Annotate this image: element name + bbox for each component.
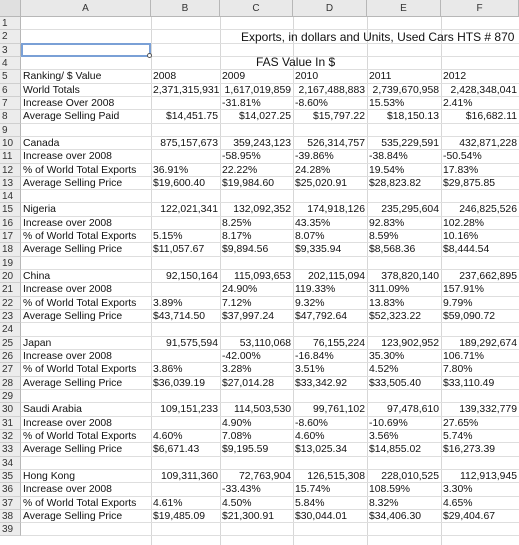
row-header[interactable]: 1 [0, 17, 21, 30]
data-cell[interactable]: -42.00% [222, 351, 261, 362]
data-cell[interactable]: $14,451.75 [165, 111, 218, 123]
data-cell[interactable] [153, 350, 218, 363]
data-cell[interactable]: 432,871,228 [459, 137, 517, 149]
data-cell[interactable]: $8,568.36 [369, 244, 416, 256]
row-label[interactable]: % of World Total Exports [23, 430, 137, 442]
row-header[interactable]: 39 [0, 523, 21, 536]
row-header[interactable]: 24 [0, 323, 21, 336]
data-cell[interactable]: 92,150,164 [165, 271, 218, 283]
row-header[interactable]: 8 [0, 110, 21, 123]
data-cell[interactable]: 108.59% [369, 484, 411, 496]
year-header[interactable]: 2009 [222, 71, 246, 83]
data-cell[interactable]: $14,855.02 [369, 444, 422, 456]
row-header[interactable]: 19 [0, 257, 21, 270]
data-cell[interactable]: 24.90% [222, 284, 258, 296]
data-cell[interactable]: $19,485.09 [153, 510, 206, 522]
data-cell[interactable]: 526,314,757 [307, 137, 365, 149]
row-header[interactable]: 18 [0, 243, 21, 256]
row-label[interactable]: Increase over 2008 [23, 284, 112, 296]
data-cell[interactable] [153, 483, 218, 496]
data-cell[interactable]: $9,335.94 [295, 244, 342, 256]
data-cell[interactable]: 43.35% [295, 217, 331, 229]
data-cell[interactable]: -31.81% [222, 97, 261, 109]
country-name[interactable]: Hong Kong [23, 470, 75, 482]
data-cell[interactable]: $33,505.40 [369, 377, 422, 389]
row-label[interactable]: Average Selling Price [23, 377, 123, 389]
data-cell[interactable]: 36.91% [153, 164, 189, 176]
data-cell[interactable]: 4.50% [222, 497, 252, 509]
row-header[interactable]: 3 [0, 44, 21, 57]
data-cell[interactable]: 1,617,019,859 [224, 84, 291, 96]
data-cell[interactable]: 126,515,308 [307, 470, 365, 482]
row-header[interactable]: 29 [0, 390, 21, 403]
data-cell[interactable]: $33,110.49 [443, 377, 495, 389]
row-header[interactable]: 35 [0, 470, 21, 483]
data-cell[interactable]: 2,371,315,931 [153, 84, 220, 96]
data-cell[interactable]: 19.54% [369, 164, 405, 176]
data-cell[interactable]: $19,984.60 [222, 177, 275, 189]
country-name[interactable]: Japan [23, 337, 52, 349]
data-cell[interactable]: 17.83% [443, 164, 479, 176]
row-header[interactable]: 20 [0, 270, 21, 283]
data-cell[interactable]: $13,025.34 [295, 444, 348, 456]
row-header[interactable]: 26 [0, 350, 21, 363]
row-header[interactable]: 5 [0, 70, 21, 83]
row-label[interactable]: Increase over 2008 [23, 417, 112, 429]
row-header[interactable]: 17 [0, 230, 21, 243]
data-cell[interactable]: -50.54% [443, 151, 482, 163]
data-cell[interactable]: 114,503,530 [233, 404, 291, 416]
data-cell[interactable]: 97,478,610 [386, 404, 439, 416]
data-cell[interactable]: 5.15% [153, 231, 183, 243]
data-cell[interactable] [153, 283, 218, 296]
data-cell[interactable]: 8.59% [369, 231, 399, 243]
row-header[interactable]: 9 [0, 124, 21, 137]
column-header[interactable]: C [220, 0, 293, 17]
data-cell[interactable]: $34,406.30 [369, 510, 422, 522]
data-cell[interactable]: $16,273.39 [443, 444, 496, 456]
data-cell[interactable]: 109,151,233 [160, 404, 218, 416]
row-header[interactable]: 36 [0, 483, 21, 496]
select-all-corner[interactable] [0, 0, 21, 17]
data-cell[interactable]: 119.33% [295, 284, 336, 296]
row-label[interactable]: Average Selling Paid [23, 111, 120, 123]
data-cell[interactable]: 3.28% [222, 364, 252, 376]
data-cell[interactable]: -58.95% [222, 151, 261, 163]
row-header[interactable]: 28 [0, 377, 21, 390]
country-name[interactable]: Saudi Arabia [23, 404, 82, 416]
data-cell[interactable]: 102.28% [443, 217, 485, 229]
data-cell[interactable]: $9,195.59 [222, 444, 269, 456]
data-cell[interactable]: $16,682.11 [465, 111, 517, 123]
country-name[interactable]: Canada [23, 137, 60, 149]
row-header[interactable]: 38 [0, 510, 21, 523]
row-header[interactable]: 14 [0, 190, 21, 203]
data-cell[interactable]: 311.09% [369, 284, 410, 296]
row-label[interactable]: World Totals [23, 84, 80, 96]
data-cell[interactable]: 76,155,224 [312, 337, 365, 349]
row-header[interactable]: 37 [0, 497, 21, 510]
row-header[interactable]: 13 [0, 177, 21, 190]
ranking-label[interactable]: Ranking/ $ Value [23, 71, 102, 83]
data-cell[interactable]: $37,997.24 [222, 311, 275, 323]
data-cell[interactable]: 378,820,140 [381, 271, 439, 283]
year-header[interactable]: 2012 [443, 71, 467, 83]
row-label[interactable]: Average Selling Price [23, 177, 123, 189]
data-cell[interactable]: 9.32% [295, 297, 325, 309]
row-header[interactable]: 34 [0, 457, 21, 470]
row-header[interactable]: 23 [0, 310, 21, 323]
data-cell[interactable]: $14,027.25 [238, 111, 291, 123]
selected-cell-outline[interactable] [21, 43, 151, 57]
data-cell[interactable]: 3.51% [295, 364, 325, 376]
data-cell[interactable]: 112,913,945 [459, 470, 517, 482]
data-cell[interactable]: 91,575,594 [165, 337, 218, 349]
data-cell[interactable]: 237,662,895 [459, 271, 517, 283]
data-cell[interactable]: $27,014.28 [222, 377, 275, 389]
data-cell[interactable]: 139,332,779 [459, 404, 517, 416]
fill-handle[interactable] [147, 53, 152, 58]
row-header[interactable]: 32 [0, 430, 21, 443]
data-cell[interactable]: $28,823.82 [369, 177, 422, 189]
data-cell[interactable]: $25,020.91 [295, 177, 348, 189]
row-label[interactable]: % of World Total Exports [23, 497, 137, 509]
row-header[interactable]: 25 [0, 337, 21, 350]
data-cell[interactable]: 24.28% [295, 164, 331, 176]
row-label[interactable]: % of World Total Exports [23, 364, 137, 376]
year-header[interactable]: 2011 [369, 71, 392, 83]
data-cell[interactable]: $29,404.67 [443, 510, 496, 522]
country-name[interactable]: Nigeria [23, 204, 56, 216]
row-label[interactable]: Average Selling Price [23, 311, 123, 323]
data-cell[interactable]: 115,093,653 [233, 271, 291, 283]
row-label[interactable]: Increase over 2008 [23, 484, 112, 496]
row-header[interactable]: 22 [0, 297, 21, 310]
data-cell[interactable]: $30,044.01 [295, 510, 348, 522]
data-cell[interactable]: 4.60% [295, 430, 325, 442]
data-cell[interactable]: 122,021,341 [160, 204, 218, 216]
data-cell[interactable] [153, 217, 218, 230]
country-name[interactable]: China [23, 271, 51, 283]
data-cell[interactable]: 4.61% [153, 497, 183, 509]
row-label[interactable]: Average Selling Price [23, 444, 123, 456]
data-cell[interactable]: 359,243,123 [233, 137, 291, 149]
data-cell[interactable]: 72,763,904 [238, 470, 291, 482]
data-cell[interactable]: -38.84% [369, 151, 408, 163]
data-cell[interactable]: 2,428,348,041 [450, 84, 517, 96]
data-cell[interactable]: 5.84% [295, 497, 325, 509]
data-cell[interactable]: 53,110,068 [239, 337, 291, 349]
data-cell[interactable]: 3.56% [369, 430, 399, 442]
data-cell[interactable]: 22.22% [222, 164, 258, 176]
data-cell[interactable]: $59,090.72 [443, 311, 496, 323]
data-cell[interactable]: 8.17% [222, 231, 252, 243]
data-cell[interactable]: $18,150.13 [386, 111, 439, 123]
data-cell[interactable]: 123,902,952 [381, 337, 439, 349]
data-cell[interactable]: 535,229,591 [381, 137, 439, 149]
row-header[interactable]: 31 [0, 417, 21, 430]
data-cell[interactable]: 3.86% [153, 364, 183, 376]
data-cell[interactable]: 9.79% [443, 297, 473, 309]
row-label[interactable]: Increase Over 2008 [23, 97, 115, 109]
row-header[interactable]: 2 [0, 30, 21, 43]
data-cell[interactable]: -39.86% [295, 151, 334, 163]
data-cell[interactable]: 4.90% [222, 417, 252, 429]
row-header[interactable]: 12 [0, 164, 21, 177]
data-cell[interactable]: $19,600.40 [153, 177, 206, 189]
data-cell[interactable]: -16.84% [295, 351, 334, 362]
row-label[interactable]: Average Selling Price [23, 510, 123, 522]
data-cell[interactable]: 106.71% [443, 351, 485, 362]
data-cell[interactable]: 2,167,488,883 [298, 84, 365, 96]
data-cell[interactable]: $21,300.91 [222, 510, 275, 522]
data-cell[interactable]: 15.74% [295, 484, 331, 496]
row-header[interactable]: 4 [0, 57, 21, 70]
row-header[interactable]: 30 [0, 403, 21, 416]
data-cell[interactable]: $11,057.67 [153, 244, 205, 256]
data-cell[interactable]: -10.69% [369, 417, 408, 429]
data-cell[interactable]: 8.32% [369, 497, 399, 509]
year-header[interactable]: 2010 [295, 71, 319, 83]
data-cell[interactable] [153, 97, 218, 110]
data-cell[interactable]: 132,092,352 [233, 204, 291, 216]
column-header[interactable]: F [441, 0, 519, 17]
data-cell[interactable]: 4.52% [369, 364, 399, 376]
row-header[interactable]: 21 [0, 283, 21, 296]
data-cell[interactable]: 246,825,526 [459, 204, 517, 216]
row-label[interactable]: % of World Total Exports [23, 297, 137, 309]
data-cell[interactable]: -33.43% [222, 484, 261, 496]
data-cell[interactable]: 235,295,604 [381, 204, 439, 216]
data-cell[interactable]: 8.25% [222, 217, 252, 229]
data-cell[interactable]: 2,739,670,958 [372, 84, 439, 96]
sheet-subtitle: FAS Value In $ [256, 54, 336, 69]
column-header[interactable]: A [21, 0, 151, 17]
data-cell[interactable]: 8.07% [295, 231, 325, 243]
data-cell[interactable]: 174,918,126 [307, 204, 365, 216]
data-cell[interactable]: 27.65% [443, 417, 479, 429]
data-cell[interactable]: 5.74% [443, 430, 473, 442]
data-cell[interactable]: 10.16% [443, 231, 479, 243]
data-cell[interactable]: 15.53% [369, 97, 405, 109]
data-cell[interactable]: $29,875.85 [443, 177, 496, 189]
data-cell[interactable]: $47,792.64 [295, 311, 348, 323]
row-header[interactable]: 11 [0, 150, 21, 163]
data-cell[interactable]: $52,323.22 [369, 311, 422, 323]
data-cell[interactable]: 35.30% [369, 351, 405, 362]
data-cell[interactable]: 3.89% [153, 297, 183, 309]
data-cell[interactable]: -8.60% [295, 97, 328, 109]
data-cell[interactable]: 109,311,360 [160, 470, 218, 482]
grid-line-horizontal [21, 535, 519, 536]
data-cell[interactable]: 7.08% [222, 430, 252, 442]
row-header[interactable]: 16 [0, 217, 21, 230]
data-cell[interactable]: 13.83% [369, 297, 405, 309]
year-header[interactable]: 2008 [153, 71, 177, 83]
column-header[interactable]: D [293, 0, 367, 17]
data-cell[interactable]: 202,115,094 [307, 271, 365, 283]
row-header[interactable]: 15 [0, 203, 21, 216]
row-label[interactable]: % of World Total Exports [23, 164, 137, 176]
row-label[interactable]: Increase over 2008 [23, 351, 112, 362]
data-cell[interactable]: 92.83% [369, 217, 405, 229]
data-cell[interactable]: 4.60% [153, 430, 183, 442]
row-label[interactable]: Increase over 2008 [23, 217, 112, 229]
data-cell[interactable]: 3.30% [443, 484, 473, 496]
row-label[interactable]: Increase over 2008 [23, 151, 112, 163]
data-cell[interactable]: 228,010,525 [381, 470, 439, 482]
column-header[interactable]: E [367, 0, 441, 17]
row-label[interactable]: % of World Total Exports [23, 231, 137, 243]
data-cell[interactable]: 7.12% [222, 297, 252, 309]
data-cell[interactable]: 2.41% [443, 97, 473, 109]
row-header[interactable]: 7 [0, 97, 21, 110]
row-header[interactable]: 27 [0, 363, 21, 376]
data-cell[interactable]: $8,444.54 [443, 244, 490, 256]
data-cell[interactable]: $43,714.50 [153, 311, 206, 323]
data-cell[interactable]: 4.65% [443, 497, 473, 509]
data-cell[interactable]: $15,797.22 [312, 111, 365, 123]
sheet-title: Exports, in dollars and Units, Used Cars HTS # 870 [241, 30, 515, 45]
data-cell[interactable]: 189,292,674 [459, 337, 517, 349]
data-cell[interactable]: 157.91% [443, 284, 485, 296]
data-cell[interactable]: 99,761,102 [312, 404, 365, 416]
data-cell[interactable] [153, 417, 218, 430]
data-cell[interactable]: 7.80% [443, 364, 473, 376]
data-cell[interactable]: $33,342.92 [295, 377, 348, 389]
column-header[interactable]: B [151, 0, 220, 17]
row-header[interactable]: 6 [0, 84, 21, 97]
data-cell[interactable]: 875,157,673 [160, 137, 218, 149]
data-cell[interactable]: $9,894.56 [222, 244, 269, 256]
row-header[interactable]: 33 [0, 443, 21, 456]
data-cell[interactable] [153, 150, 218, 163]
data-cell[interactable]: $6,671.43 [153, 444, 200, 456]
data-cell[interactable]: $36,039.19 [153, 377, 206, 389]
row-label[interactable]: Average Selling Price [23, 244, 123, 256]
row-header[interactable]: 10 [0, 137, 21, 150]
data-cell[interactable]: -8.60% [295, 417, 328, 429]
